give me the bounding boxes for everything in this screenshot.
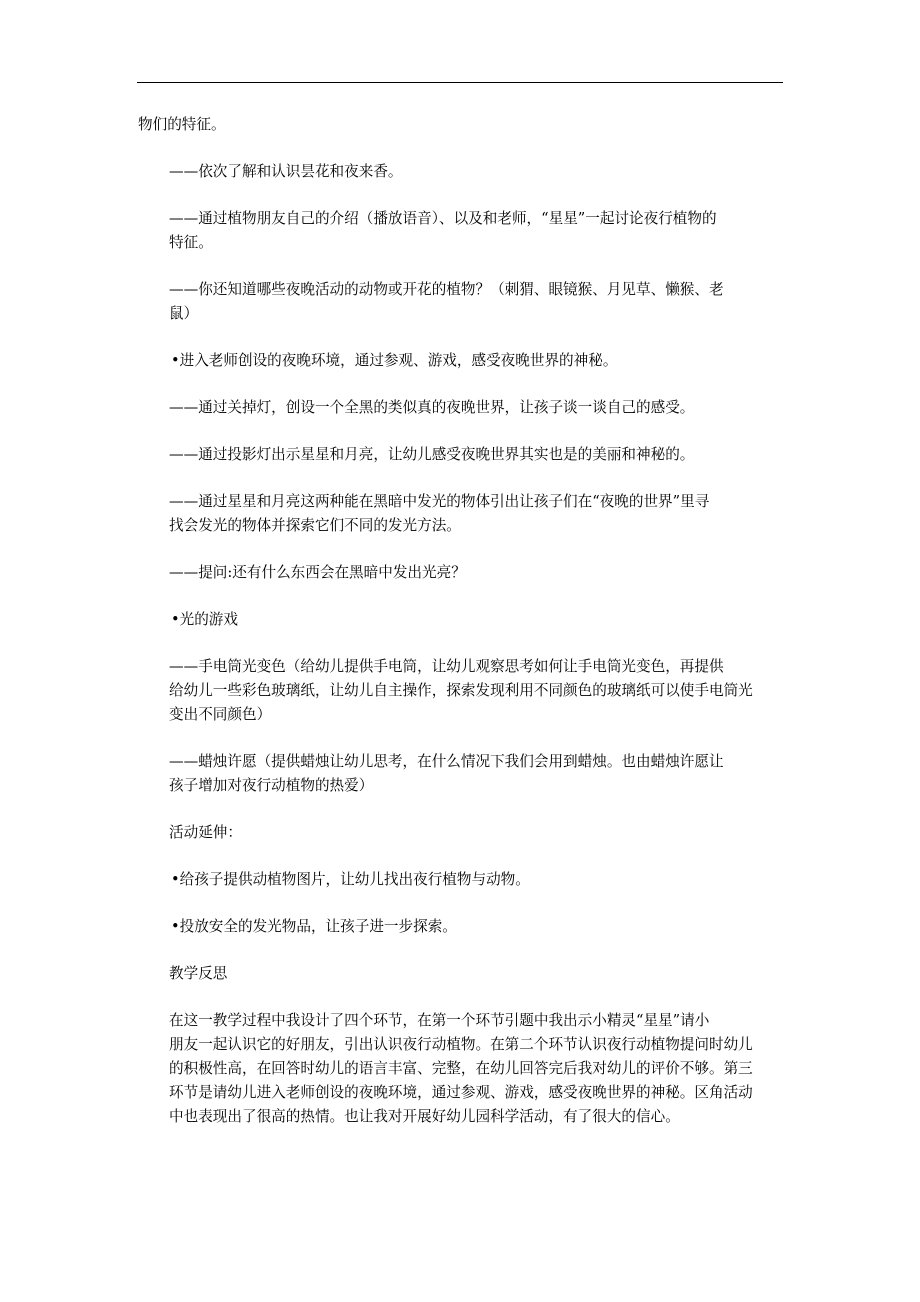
paragraph-line: ——依次了解和认识昙花和夜来香。: [169, 163, 403, 180]
paragraph-line: 的积极性高，在回答时幼儿的语言丰富、完整，在幼儿回答完后我对幼儿的评价不够。第三: [169, 1060, 753, 1077]
paragraph-16: [138, 1009, 788, 1129]
paragraph-12: [138, 821, 788, 845]
paragraph-line: 中也表现出了很高的热情。也让我对开展好幼儿园科学活动，有了很大的信心。: [169, 1108, 680, 1125]
paragraph-8: [138, 561, 788, 585]
document-body: [138, 113, 788, 1152]
paragraph-line: 在这一教学过程中我设计了四个环节，在第一个环节引题中我出示小精灵“星星”请小: [169, 1012, 710, 1029]
paragraph-line: 特征。: [169, 234, 213, 251]
paragraph-6: [138, 443, 788, 467]
paragraph-line: 活动延伸：: [169, 824, 242, 841]
paragraph-4: [138, 349, 788, 373]
paragraph-0: [138, 113, 788, 137]
paragraph-10: [138, 655, 788, 727]
paragraph-line: ——通过关掉灯，创设一个全黑的类似真的夜晚世界，让孩子谈一谈自己的感受。: [169, 399, 695, 416]
paragraph-7: [138, 490, 788, 538]
paragraph-5: [138, 396, 788, 420]
paragraph-1: [138, 160, 788, 184]
paragraph-2: [138, 207, 788, 255]
paragraph-line: ——通过植物朋友自己的介绍（播放语音）、以及和老师，“星星”一起讨论夜行植物的: [169, 210, 717, 227]
header-rule: [137, 82, 783, 83]
paragraph-line: 变出不同颜色）: [169, 706, 272, 723]
paragraph-14: [138, 915, 788, 939]
paragraph-line: 鼠）: [169, 305, 199, 322]
paragraph-line: ——通过投影灯出示星星和月亮，让幼儿感受夜晚世界其实也是的美丽和神秘的。: [169, 446, 695, 463]
paragraph-11: [138, 750, 788, 798]
paragraph-line: •进入老师创设的夜晚环境，通过参观、游戏，感受夜晚世界的神秘。: [171, 352, 618, 369]
paragraph-13: [138, 868, 788, 892]
paragraph-line: ——通过星星和月亮这两种能在黑暗中发光的物体引出让孩子们在“夜晚的世界”里寻: [169, 493, 710, 510]
paragraph-line: •给孩子提供动植物图片，让幼儿找出夜行植物与动物。: [171, 871, 530, 888]
paragraph-line: ——手电筒光变色（给幼儿提供手电筒，让幼儿观察思考如何让手电筒光变色，再提供: [169, 658, 724, 675]
paragraph-line: 物们的特征。: [138, 116, 226, 133]
paragraph-line: •光的游戏: [171, 611, 238, 628]
paragraph-line: 给幼儿一些彩色玻璃纸，让幼儿自主操作，探索发现利用不同颜色的玻璃纸可以使手电筒光: [169, 682, 753, 699]
paragraph-line: ——你还知道哪些夜晚活动的动物或开花的植物？（刺猬、眼镜猴、月见草、懒猴、老: [169, 281, 724, 298]
paragraph-line: 环节是请幼儿进入老师创设的夜晚环境，通过参观、游戏，感受夜晚世界的神秘。区角活动: [169, 1084, 753, 1101]
paragraph-line: 找会发光的物体并探索它们不同的发光方法。: [169, 517, 461, 534]
paragraph-3: [138, 278, 788, 326]
paragraph-line: •投放安全的发光物品，让孩子进一步探索。: [171, 918, 457, 935]
paragraph-line: 孩子增加对夜行动植物的热爱）: [169, 777, 374, 794]
paragraph-line: 教学反思: [169, 965, 228, 982]
paragraph-line: ——蜡烛许愿（提供蜡烛让幼儿思考，在什么情况下我们会用到蜡烛。也由蜡烛许愿让: [169, 753, 724, 770]
paragraph-15: [138, 962, 788, 986]
paragraph-line: ——提问:还有什么东西会在黑暗中发出光亮？: [169, 564, 466, 581]
paragraph-9: [138, 608, 788, 632]
paragraph-line: 朋友一起认识它的好朋友，引出认识夜行动植物。在第二个环节认识夜行动植物提问时幼儿: [169, 1036, 753, 1053]
